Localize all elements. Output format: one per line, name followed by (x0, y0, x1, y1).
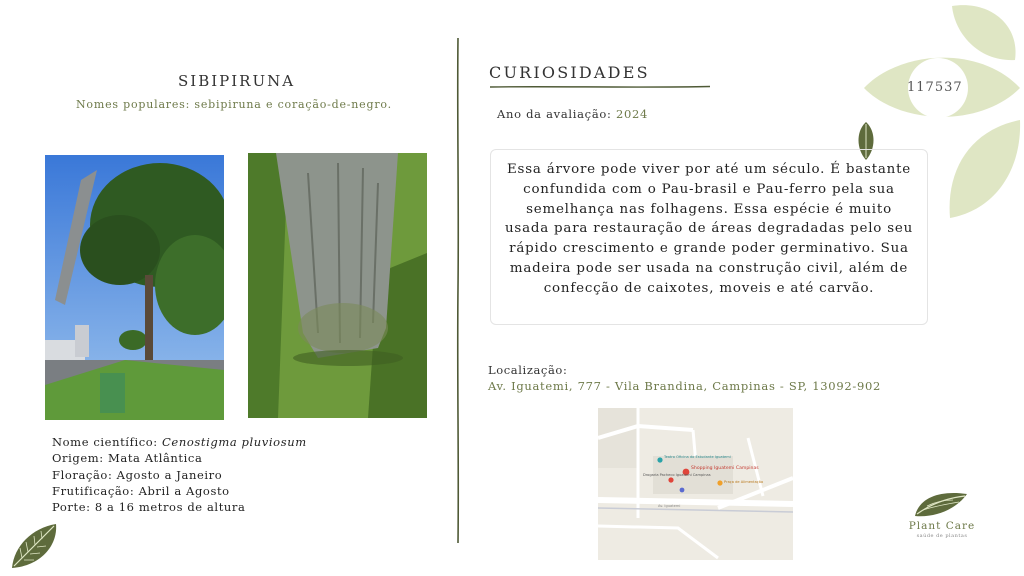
year-value: 2024 (615, 107, 649, 121)
tree-name: SIBIPIRUNA (178, 72, 296, 90)
brand-tagline: saúde de plantas (916, 533, 968, 539)
shop-pin-icon (680, 488, 685, 493)
location-map[interactable] (598, 408, 793, 560)
tree-facts (52, 434, 307, 515)
fruiting-row: Frutificação: Abril a Agosto (52, 483, 230, 498)
scientific-name-row (52, 434, 307, 450)
curiosities-title: CURIOSIDADES (489, 63, 650, 82)
map-label-street: Av. Iguatemi (658, 504, 681, 508)
map-label-shopping: Shopping Iguatemi Campinas (691, 466, 759, 471)
food-pin-icon (717, 480, 722, 485)
map-label-poi3: Praça de Alimentação (724, 480, 764, 484)
brand-name: Plant Care (908, 520, 976, 532)
scientific-name-value: Cenostigma pluviosum (162, 435, 307, 449)
location-address[interactable]: Av. Iguatemi, 777 - Vila Brandina, Campinas - SP, 13092-902 (488, 379, 881, 393)
location-label: Localização: (488, 363, 568, 377)
evaluation-year (497, 107, 648, 121)
leaf-bottom-left-icon (8, 522, 60, 570)
pharmacy-pin-icon (668, 477, 673, 482)
flowering-row: Floração: Agosto a Janeiro (52, 467, 223, 482)
tree-photo-canopy (45, 155, 224, 420)
size-row: Porte: 8 a 16 metros de altura (52, 500, 246, 515)
title-underline (490, 84, 710, 90)
tree-code: 117537 (907, 80, 963, 95)
vertical-divider (455, 38, 461, 543)
origin-row: Origem: Mata Atlântica (52, 451, 203, 466)
plant-care-logo-icon (913, 488, 969, 520)
leaf-bottom (950, 120, 1021, 218)
map-label-poi2: Drogaria Pacheco Iguatemi Campinas (643, 473, 711, 477)
curiosities-text: Essa árvore pode viver por até um século. É bastante confundida com o Pau-brasil e Pau-ferro pela sua semelhança nas folhagens. Essa espécie é muito usada para restauração de áreas degradadas pelo seu rápido crescimento e grande poder germinativo. Sua madeira pode ser usada na construção civil, além de confecção de caixotes, moveis e até carvão. (490, 149, 928, 325)
leaf-top (952, 5, 1016, 60)
map-label-poi1: Teatro Oficina do Estudante Iguatemi (664, 455, 731, 459)
theater-pin-icon (657, 457, 662, 462)
popular-names: Nomes populares: sebipiruna e coração-de-negro. (76, 98, 392, 111)
tree-photo-trunk (248, 153, 427, 418)
scientific-name-label: Nome científico: (52, 435, 158, 449)
year-label: Ano da avaliação: (497, 107, 612, 121)
